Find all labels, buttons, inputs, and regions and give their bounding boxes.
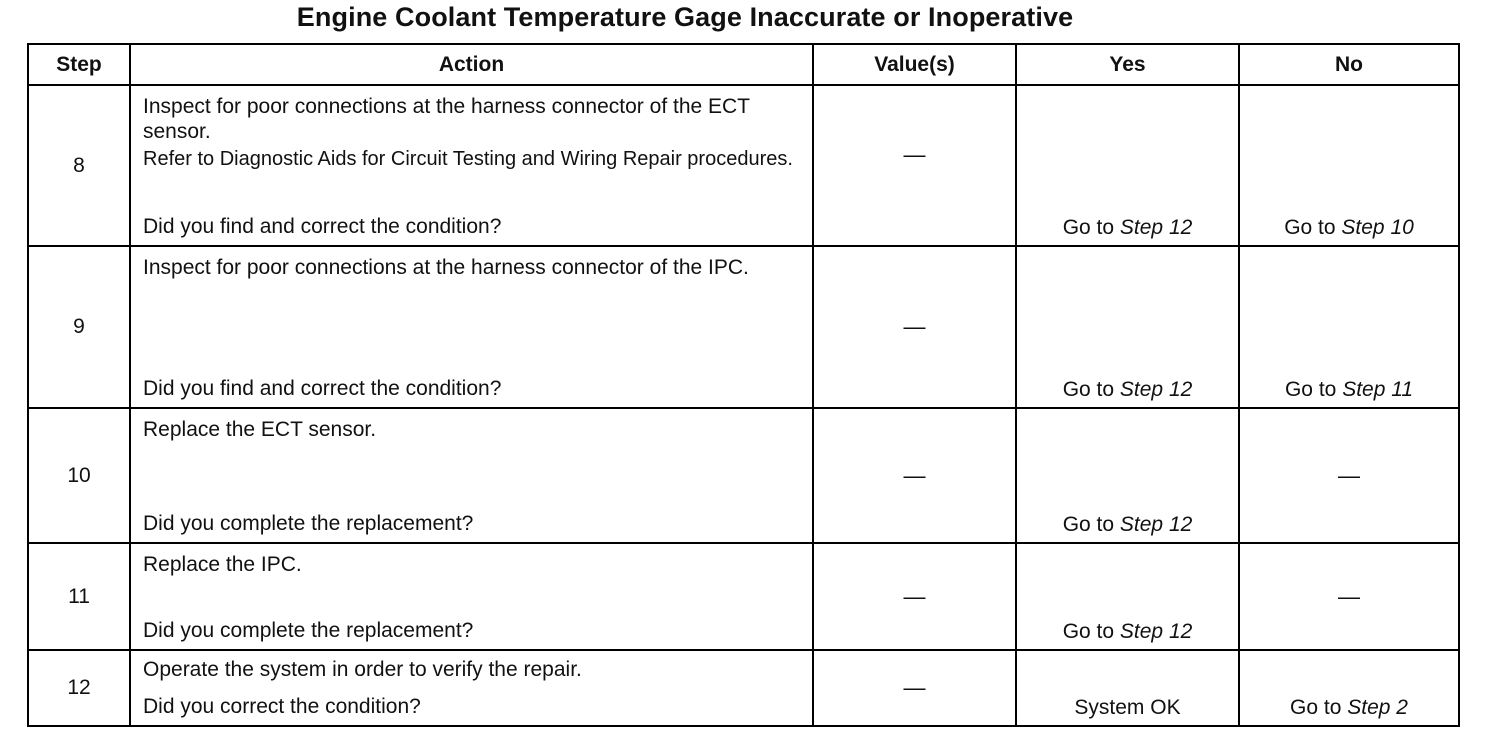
step-number: 11 [28,543,130,650]
yes-cell [1016,85,1239,246]
action-cell [130,543,813,650]
value-cell: — [813,543,1016,650]
diagnostic-table [27,43,1460,727]
yes-prefix: Go to [1062,513,1115,536]
value-cell: — [813,85,1016,246]
yes-step-ref: Step 12 [1119,378,1193,401]
no-cell [1239,246,1459,408]
table-row [28,85,1459,246]
action-text: Inspect for poor connections at the harness connector of the IPC. [143,256,749,279]
table-row [28,543,1459,650]
no-cell: — [1239,543,1459,650]
yes-step-ref: Step 12 [1119,620,1193,643]
yes-prefix: Go to [1062,216,1115,239]
action-text: Replace the IPC. [143,553,302,576]
action-question: Did you complete the replacement? [143,512,474,535]
yes-prefix: Go to [1062,620,1115,643]
page-title: Engine Coolant Temperature Gage Inaccurate or Inoperative [296,2,1074,32]
action-text: Refer to Diagnostic Aids for Circuit Testing and Wiring Repair procedures. [143,148,793,170]
value-cell: — [813,650,1016,726]
step-number: 8 [28,85,130,246]
yes-cell [1016,246,1239,408]
no-prefix: Go to [1290,696,1342,719]
step-number: 12 [28,650,130,726]
action-cell [130,246,813,408]
header-action: Action [130,44,813,85]
header-step: Step [28,44,130,85]
no-cell: — [1239,408,1459,543]
no-step-ref: Step 2 [1347,696,1408,719]
header-values: Value(s) [813,44,1016,85]
no-cell [1239,650,1459,726]
value-cell: — [813,246,1016,408]
value-cell: — [813,408,1016,543]
no-prefix: Go to [1284,378,1337,401]
header-row [28,44,1459,85]
yes-step-ref: Step 12 [1119,513,1193,536]
header-no: No [1239,44,1459,85]
table-row [28,408,1459,543]
yes-step-ref: Step 12 [1119,216,1193,239]
step-number: 10 [28,408,130,543]
table-row [28,650,1459,726]
no-prefix: Go to [1284,216,1336,239]
no-step-ref: Step 10 [1341,216,1414,239]
action-question: Did you find and correct the condition? [143,377,502,400]
yes-cell [1016,543,1239,650]
action-text: Operate the system in order to verify the repair. [143,658,582,681]
action-cell [130,650,813,726]
yes-cell: System OK [1016,650,1239,726]
no-step-ref: Step 11 [1342,378,1414,401]
step-number: 9 [28,246,130,408]
action-question: Did you correct the condition? [143,695,421,718]
yes-cell [1016,408,1239,543]
action-text: Replace the ECT sensor. [143,418,377,441]
action-cell [130,408,813,543]
action-question: Did you find and correct the condition? [143,215,502,238]
header-yes: Yes [1016,44,1239,85]
action-cell [130,85,813,246]
table-row [28,246,1459,408]
action-text: Inspect for poor connections at the harness connector of the ECT sensor. [143,95,750,143]
no-cell [1239,85,1459,246]
yes-prefix: Go to [1062,378,1115,401]
action-question: Did you complete the replacement? [143,619,474,642]
